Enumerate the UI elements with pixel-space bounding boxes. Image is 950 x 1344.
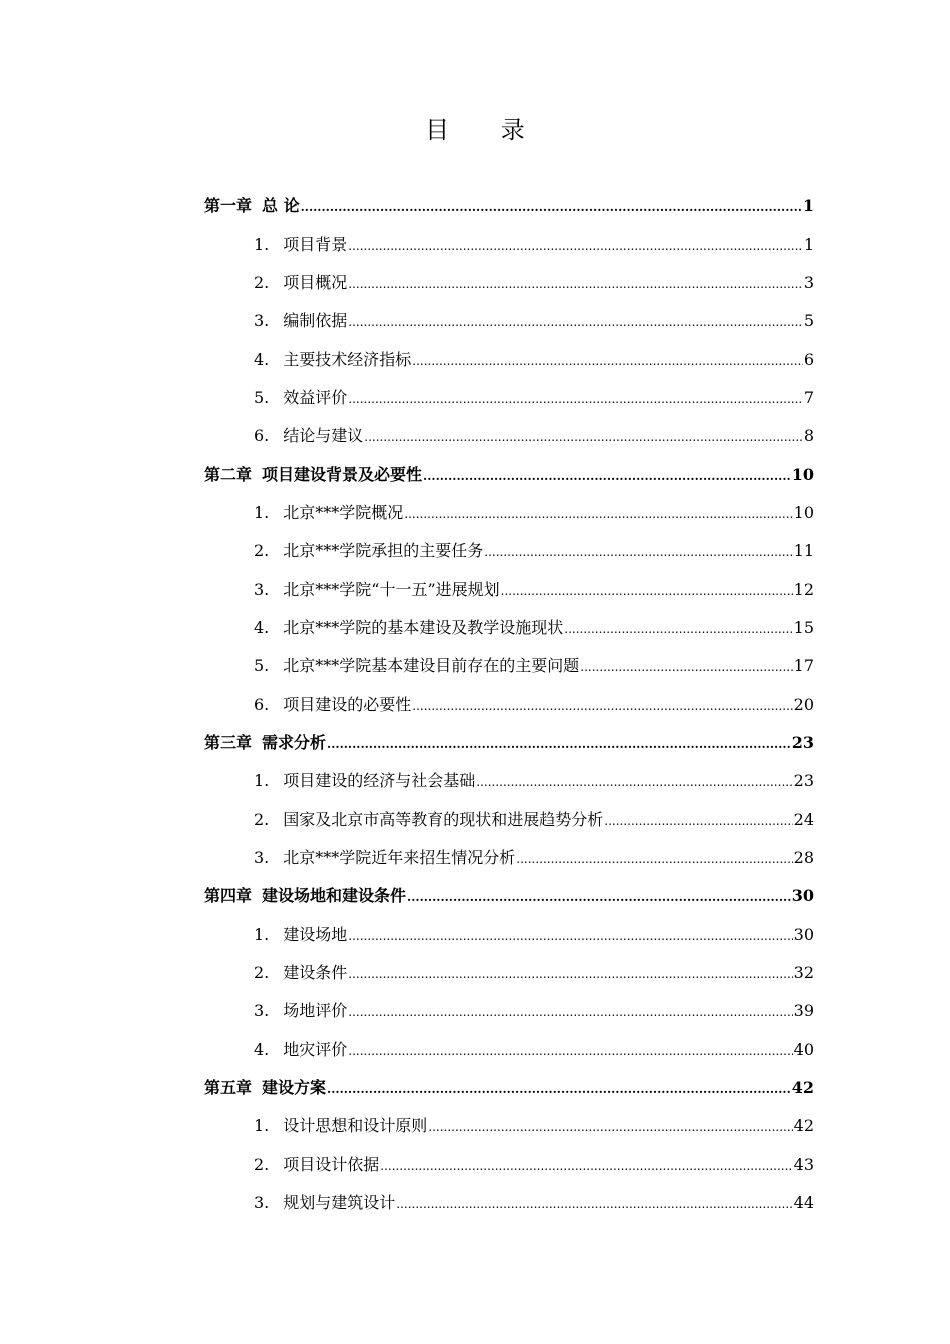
toc-entry[interactable] xyxy=(204,302,814,340)
toc-entry-page: 23 xyxy=(793,771,814,791)
toc-entry-number: 3. xyxy=(254,848,270,868)
toc-entry-title: 建设场地 xyxy=(283,924,348,944)
toc-entry-title: 需求分析 xyxy=(262,732,327,752)
toc-entry-page: 40 xyxy=(793,1039,814,1059)
toc-dot-leader xyxy=(412,350,803,370)
toc-entry-number: 第四章 xyxy=(204,886,253,906)
toc-entry-page: 42 xyxy=(791,1078,814,1098)
toc-entry-page: 11 xyxy=(793,541,814,561)
toc-entry[interactable] xyxy=(204,916,814,954)
toc-entry[interactable] xyxy=(204,225,814,263)
toc-dot-leader xyxy=(580,656,792,676)
toc-entry[interactable] xyxy=(204,801,814,839)
toc-dot-leader xyxy=(327,733,791,753)
toc-dot-leader xyxy=(348,273,803,293)
toc-dot-leader xyxy=(404,503,792,523)
toc-entry[interactable] xyxy=(204,992,814,1030)
toc-entry-number: 1. xyxy=(254,1116,270,1136)
toc-entry-title: 北京***学院的基本建设及教学设施现状 xyxy=(283,617,564,637)
toc-entry-title: 建设条件 xyxy=(283,963,348,983)
toc-entry-page: 20 xyxy=(793,694,814,714)
toc-entry-page: 30 xyxy=(791,886,814,906)
toc-dot-leader xyxy=(348,235,803,255)
toc-entry-number: 3. xyxy=(254,579,270,599)
toc-entry-page: 28 xyxy=(793,848,814,868)
toc-entry-page: 24 xyxy=(793,809,814,829)
toc-entry-number: 第三章 xyxy=(204,732,253,752)
toc-entry-number: 6. xyxy=(254,426,270,446)
toc-entry-number: 1. xyxy=(254,924,270,944)
toc-entry-title: 总 论 xyxy=(262,196,300,216)
toc-entry[interactable] xyxy=(204,724,814,762)
toc-dot-leader xyxy=(348,1001,792,1021)
toc-entry-title: 北京***学院概况 xyxy=(283,502,404,522)
toc-entry-number: 第一章 xyxy=(204,196,253,216)
toc-entry-title: 项目背景 xyxy=(283,234,348,254)
toc-entry[interactable] xyxy=(204,877,814,915)
toc-entry-page: 12 xyxy=(793,579,814,599)
toc-entry-title: 编制依据 xyxy=(283,311,348,331)
toc-entry-page: 3 xyxy=(803,272,814,292)
toc-entry-page: 1 xyxy=(802,196,814,216)
toc-dot-leader xyxy=(348,311,803,331)
table-of-contents xyxy=(204,187,814,1222)
toc-entry-page: 32 xyxy=(793,963,814,983)
toc-entry-number: 5. xyxy=(254,387,270,407)
toc-entry-page: 39 xyxy=(793,1001,814,1021)
toc-dot-leader xyxy=(348,388,803,408)
toc-entry-page: 10 xyxy=(793,502,814,522)
toc-entry[interactable] xyxy=(204,570,814,608)
toc-dot-leader xyxy=(364,426,803,446)
toc-dot-leader xyxy=(348,925,792,945)
toc-entry-title: 北京***学院承担的主要任务 xyxy=(283,541,484,561)
toc-dot-leader xyxy=(380,1155,792,1175)
toc-entry[interactable] xyxy=(204,685,814,723)
toc-dot-leader xyxy=(348,1040,792,1060)
toc-dot-leader xyxy=(484,541,792,561)
toc-entry-number: 3. xyxy=(254,1001,270,1021)
toc-title: 目 录 xyxy=(425,116,547,144)
toc-entry-number: 1. xyxy=(254,502,270,522)
toc-entry-title: 建设方案 xyxy=(262,1078,327,1098)
toc-dot-leader xyxy=(396,1193,792,1213)
toc-entry-page: 7 xyxy=(803,387,814,407)
toc-entry[interactable] xyxy=(204,762,814,800)
toc-entry-number: 4. xyxy=(254,1039,270,1059)
toc-entry-number: 1. xyxy=(254,234,270,254)
toc-entry-page: 44 xyxy=(793,1193,814,1213)
toc-entry-number: 第五章 xyxy=(204,1078,253,1098)
toc-entry-title: 场地评价 xyxy=(283,1001,348,1021)
toc-entry-page: 10 xyxy=(791,464,814,484)
toc-entry[interactable] xyxy=(204,455,814,493)
toc-entry-page: 5 xyxy=(803,311,814,331)
toc-entry-title: 北京***学院基本建设目前存在的主要问题 xyxy=(283,656,580,676)
toc-entry-number: 2. xyxy=(254,1154,270,1174)
toc-entry-title: 国家及北京市高等教育的现状和进展趋势分析 xyxy=(283,809,604,829)
toc-entry-title: 结论与建议 xyxy=(283,426,364,446)
toc-entry[interactable] xyxy=(204,187,814,225)
toc-dot-leader xyxy=(476,771,792,791)
toc-entry[interactable] xyxy=(204,647,814,685)
toc-entry[interactable] xyxy=(204,1184,814,1222)
toc-entry-number: 6. xyxy=(254,694,270,714)
toc-entry-title: 建设场地和建设条件 xyxy=(262,886,407,906)
toc-entry[interactable] xyxy=(204,839,814,877)
toc-dot-leader xyxy=(327,1078,791,1098)
toc-entry-title: 项目建设背景及必要性 xyxy=(262,464,423,484)
toc-dot-leader xyxy=(423,465,791,485)
toc-dot-leader xyxy=(412,695,792,715)
toc-entry-page: 17 xyxy=(793,656,814,676)
toc-dot-leader xyxy=(428,1116,792,1136)
toc-dot-leader xyxy=(301,196,802,216)
toc-dot-leader xyxy=(516,848,792,868)
toc-entry[interactable] xyxy=(204,494,814,532)
toc-entry[interactable] xyxy=(204,340,814,378)
toc-dot-leader xyxy=(604,810,792,830)
toc-entry-title: 设计思想和设计原则 xyxy=(283,1116,428,1136)
toc-entry[interactable] xyxy=(204,379,814,417)
toc-entry-page: 23 xyxy=(791,732,814,752)
toc-entry-title: 项目建设的经济与社会基础 xyxy=(283,771,476,791)
toc-entry-number: 1. xyxy=(254,771,270,791)
toc-dot-leader xyxy=(501,580,793,600)
toc-dot-leader xyxy=(564,618,792,638)
toc-entry-page: 15 xyxy=(793,617,814,637)
toc-entry-title: 效益评价 xyxy=(283,387,348,407)
toc-entry-title: 项目建设的必要性 xyxy=(283,694,412,714)
toc-entry[interactable] xyxy=(204,1107,814,1145)
toc-entry-number: 第二章 xyxy=(204,464,253,484)
toc-entry[interactable] xyxy=(204,954,814,992)
toc-entry-title: 项目设计依据 xyxy=(283,1154,380,1174)
toc-entry[interactable] xyxy=(204,1146,814,1184)
toc-entry-title: 北京***学院“十一五”进展规划 xyxy=(283,579,500,599)
toc-entry-number: 3. xyxy=(254,1193,270,1213)
toc-entry-number: 4. xyxy=(254,617,270,637)
toc-entry-page: 42 xyxy=(793,1116,814,1136)
toc-entry-number: 4. xyxy=(254,349,270,369)
toc-entry[interactable] xyxy=(204,609,814,647)
toc-dot-leader xyxy=(407,886,791,906)
toc-entry-page: 6 xyxy=(803,349,814,369)
toc-entry[interactable] xyxy=(204,532,814,570)
toc-entry[interactable] xyxy=(204,417,814,455)
toc-entry-number: 2. xyxy=(254,963,270,983)
toc-entry-title: 北京***学院近年来招生情况分析 xyxy=(283,848,516,868)
toc-entry-title: 地灾评价 xyxy=(283,1039,348,1059)
toc-entry-number: 2. xyxy=(254,272,270,292)
toc-entry-title: 规划与建筑设计 xyxy=(283,1193,396,1213)
toc-entry-title: 主要技术经济指标 xyxy=(283,349,412,369)
toc-entry-number: 5. xyxy=(254,656,270,676)
toc-entry-page: 30 xyxy=(793,924,814,944)
toc-entry-page: 1 xyxy=(803,234,814,254)
toc-dot-leader xyxy=(348,963,792,983)
toc-entry-page: 43 xyxy=(793,1154,814,1174)
toc-entry-page: 8 xyxy=(803,426,814,446)
toc-entry[interactable] xyxy=(204,1069,814,1107)
toc-entry-title: 项目概况 xyxy=(283,272,348,292)
toc-entry[interactable] xyxy=(204,264,814,302)
toc-entry-number: 2. xyxy=(254,541,270,561)
toc-entry-number: 3. xyxy=(254,311,270,331)
toc-entry-number: 2. xyxy=(254,809,270,829)
toc-entry[interactable] xyxy=(204,1031,814,1069)
